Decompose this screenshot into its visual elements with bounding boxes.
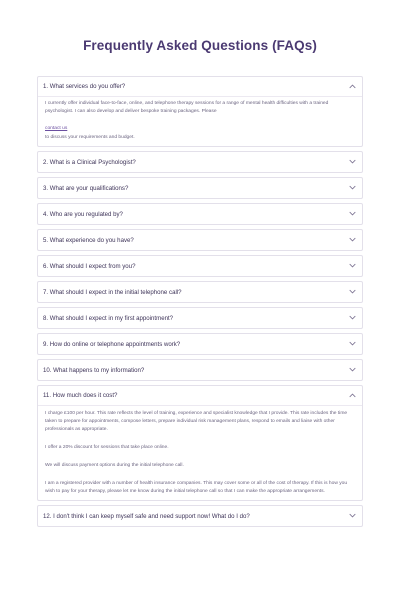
faq-question: 2. What is a Clinical Psychologist? [43,158,136,166]
faq-question: 8. What should I expect in my first appointment? [43,314,174,322]
chevron-down-icon [349,159,356,164]
chevron-down-icon [349,315,356,320]
chevron-down-icon [349,513,356,518]
faq-item [37,151,363,173]
chevron-down-icon [349,185,356,190]
faq-item [37,359,363,381]
faq-question: 5. What experience do you have? [43,236,134,244]
faq-question: 4. Who are you regulated by? [43,210,123,218]
chevron-down-icon [349,289,356,294]
chevron-down-icon [349,237,356,242]
faq-item [37,505,363,527]
faq-answer [38,406,362,500]
chevron-down-icon [349,263,356,268]
chevron-up-icon [349,84,356,89]
faq-toggle[interactable] [38,308,362,328]
faq-toggle[interactable] [38,77,362,97]
faq-answer [38,97,362,146]
faq-toggle[interactable] [38,152,362,172]
faq-toggle[interactable] [38,360,362,380]
faq-toggle[interactable] [38,204,362,224]
answer-paragraph: I charge £100 per hour. This rate reflects the level of training, experience and specialist knowledge that I provide. This rate includes the time taken to prepare for appointments, compose letters, prepare individual risk management plans, respond to emails and liaise with other professionals as appropriate. [45,411,348,432]
faq-item [37,385,363,501]
chevron-down-icon [349,341,356,346]
faq-list [37,76,363,531]
faq-toggle[interactable] [38,506,362,526]
faq-toggle[interactable] [38,230,362,250]
faq-toggle[interactable] [38,386,362,406]
faq-toggle[interactable] [38,334,362,354]
answer-text: I currently offer individual face-to-face, online, and telephone therapy sessions for a range of mental health difficulties with a trained psychologist. I can also develop and deliver bespoke training packages. Please [45,101,329,114]
chevron-up-icon [349,393,356,398]
faq-item [37,177,363,199]
faq-item [37,203,363,225]
faq-question: 1. What services do you offer? [43,83,126,90]
page-title: Frequently Asked Questions (FAQs) [83,38,317,53]
answer-paragraph: We will discuss payment options during the initial telephone call. [45,463,184,468]
answer-paragraph: I am a registered provider with a number of health insurance companies. This may cover some or all of the cost of therapy. If this is how you wish to pay for your therapy, please let me know during the initial telephone call so that I can make the appropriate arrangements. [45,481,348,494]
faq-question: 12. I don't think I can keep myself safe and need support now! What do I do? [43,512,250,520]
faq-question: 11. How much does it cost? [43,392,118,399]
faq-question: 6. What should I expect from you? [43,262,136,270]
faq-question: 9. How do online or telephone appointments work? [43,340,181,348]
faq-toggle[interactable] [38,178,362,198]
faq-question: 3. What are your qualifications? [43,184,129,192]
faq-question: 10. What happens to my information? [43,366,145,374]
chevron-down-icon [349,211,356,216]
faq-item [37,333,363,355]
faq-toggle[interactable] [38,256,362,276]
answer-text: to discuss your requirements and budget. [45,135,135,140]
faq-item [37,307,363,329]
faq-item [37,281,363,303]
faq-item [37,76,363,147]
faq-item [37,229,363,251]
faq-toggle[interactable] [38,282,362,302]
faq-question: 7. What should I expect in the initial telephone call? [43,288,182,296]
contact-us-link[interactable]: contact us [45,126,68,131]
chevron-down-icon [349,367,356,372]
faq-item [37,255,363,277]
answer-paragraph: I offer a 20% discount for sessions that take place online. [45,445,169,450]
